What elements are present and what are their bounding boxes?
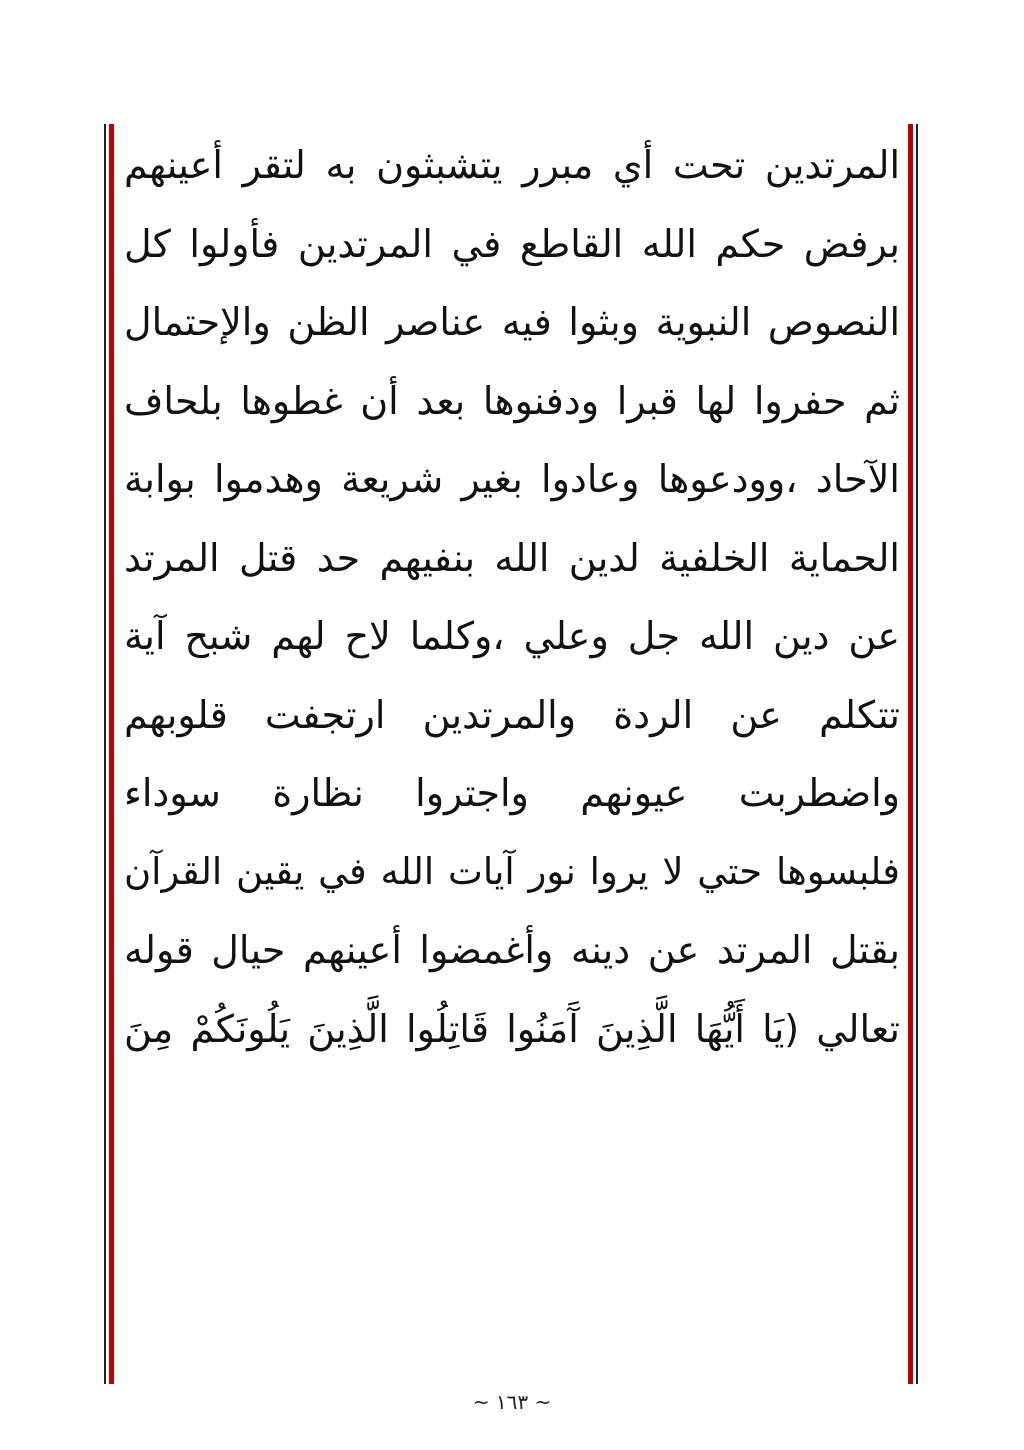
- right-border-red-line: [908, 124, 913, 1384]
- left-page-border: [104, 124, 114, 1384]
- text-line-12: تعالي (يَا أَيُّهَا الَّذِينَ آَمَنُوا قَاتِلُوا الَّذِينَ يَلُونَكُمْ مِنَ: [124, 1006, 900, 1051]
- text-line-1: المرتدين تحت أي مبرر يتشبثون به لتقر أعينهم: [124, 143, 900, 187]
- body-text: [124, 126, 900, 1068]
- right-page-border: [908, 124, 918, 1384]
- text-line-9: واضطربت عيونهم واجتروا نظارة سوداء: [124, 771, 900, 815]
- page-number: ~ ١٦٣ ~: [472, 1390, 552, 1414]
- text-line-4: ثم حفروا لها قبرا ودفنوها بعد أن غطوها بلحاف: [124, 378, 900, 423]
- text-line-6: الحماية الخلفية لدين الله بنفيهم حد قتل المرتد: [124, 535, 900, 580]
- text-line-2: برفض حكم الله القاطع في المرتدين فأولوا كل: [124, 221, 900, 266]
- text-line-3: النصوص النبوية وبثوا فيه عناصر الظن والإحتمال: [124, 300, 900, 344]
- text-line-7: عن دين الله جل وعلي ،وكلما لاح لهم شبح آية: [124, 614, 900, 658]
- text-line-10: فلبسوها حتي لا يروا نور آيات الله في يقين القرآن: [124, 849, 900, 893]
- text-line-11: بقتل المرتد عن دينه وأغمضوا أعينهم حيال قوله: [124, 928, 900, 972]
- text-line-5: الآحاد ،وودعوها وعادوا بغير شريعة وهدموا بوابة: [124, 457, 900, 501]
- right-border-outer-line: [916, 124, 918, 1384]
- text-line-8: تتكلم عن الردة والمرتدين ارتجفت قلوبهم: [124, 692, 900, 737]
- left-border-outer-line: [104, 124, 106, 1384]
- left-border-red-line: [109, 124, 114, 1384]
